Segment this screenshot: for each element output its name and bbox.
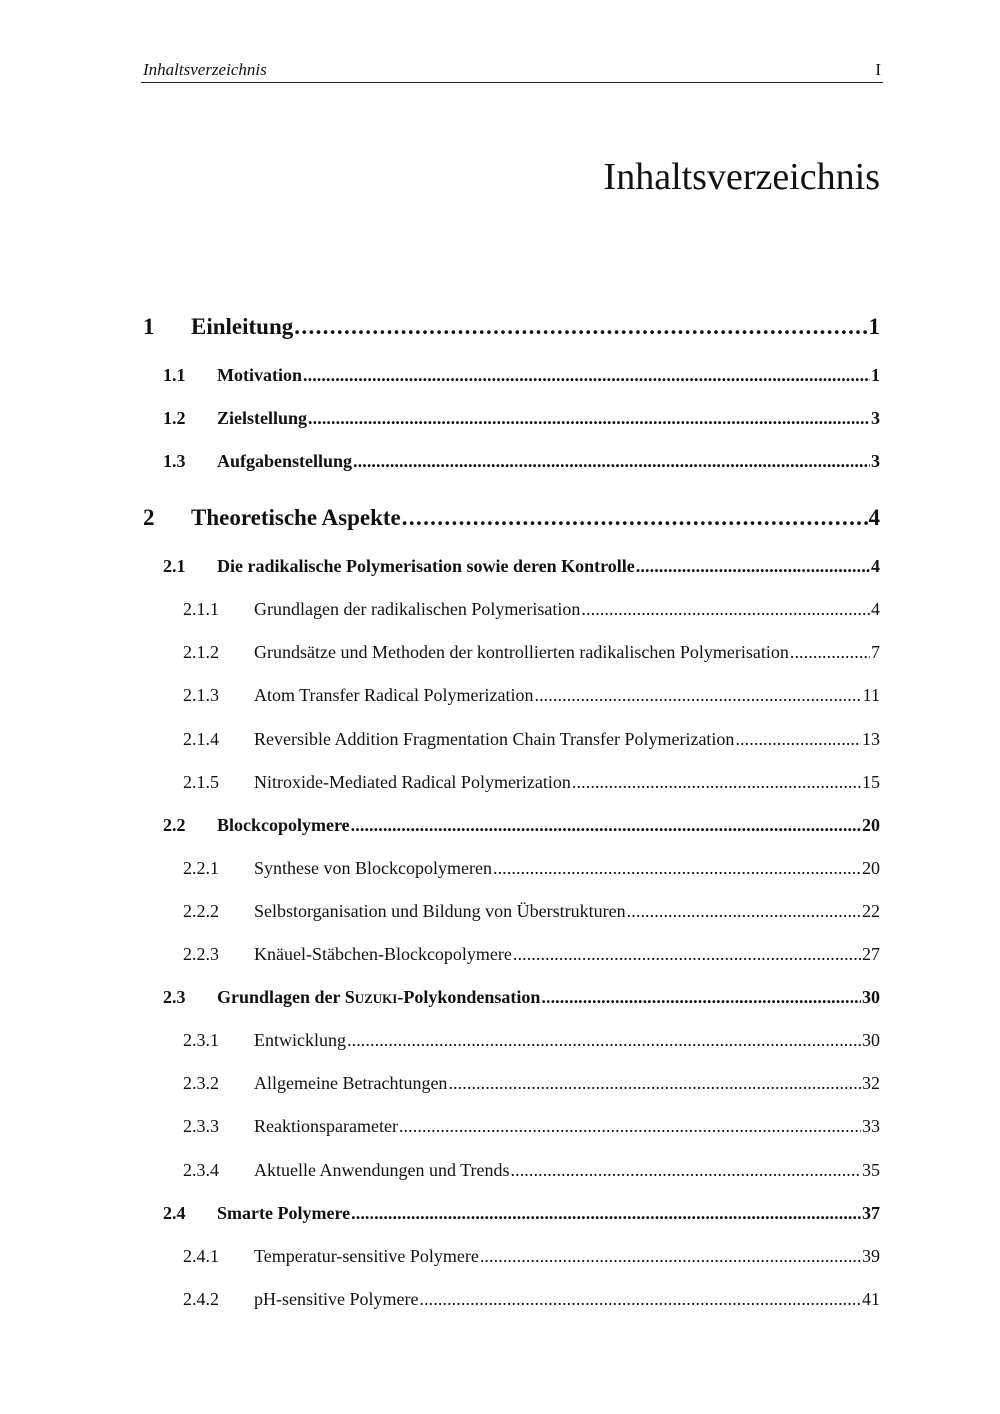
toc-title: Aufgabenstellung xyxy=(217,451,353,471)
running-header-page-number: I xyxy=(875,60,881,79)
toc-page: 1 xyxy=(871,365,880,385)
toc-number: 1.2 xyxy=(163,408,186,428)
toc-page: 41 xyxy=(862,1289,880,1309)
toc-title-suffix: -Polykondensation xyxy=(397,987,541,1007)
toc-page: 37 xyxy=(862,1203,880,1223)
toc-title: Entwicklung xyxy=(254,1030,346,1050)
toc-page: 39 xyxy=(862,1246,880,1266)
toc-leader xyxy=(402,505,868,531)
toc-number: 2.4.1 xyxy=(183,1246,219,1266)
toc-leader xyxy=(581,599,870,620)
toc-leader xyxy=(308,408,870,429)
toc-entry-2-1-3[interactable] xyxy=(183,685,880,711)
toc-entry-2-2-1[interactable] xyxy=(183,858,880,884)
toc-page: 13 xyxy=(862,729,880,749)
toc-leader xyxy=(347,1030,861,1051)
toc-number: 2.1.4 xyxy=(183,729,219,749)
toc-title: Aktuelle Anwendungen und Trends xyxy=(254,1160,510,1180)
toc-entry-2-1-1[interactable] xyxy=(183,599,880,625)
toc-entry-2-1-4[interactable] xyxy=(183,729,880,755)
toc-leader xyxy=(351,815,861,836)
toc-entry-1[interactable] xyxy=(143,314,880,346)
toc-entry-2[interactable] xyxy=(143,505,880,537)
toc-number: 2.1 xyxy=(163,556,186,576)
toc-page: 3 xyxy=(871,451,880,471)
toc-entry-2-1-2[interactable] xyxy=(183,642,880,668)
toc-leader xyxy=(513,944,861,965)
toc-number: 1 xyxy=(143,314,155,339)
toc-title: Allgemeine Betrachtungen xyxy=(254,1073,448,1093)
toc-entry-2-3-1[interactable] xyxy=(183,1030,880,1056)
toc-title: pH-sensitive Polymere xyxy=(254,1289,419,1309)
toc-title: Motivation xyxy=(217,365,302,385)
toc-page: 20 xyxy=(862,815,880,835)
toc-page: 22 xyxy=(862,901,880,921)
toc-page: 7 xyxy=(871,642,880,662)
toc-number: 2.3.3 xyxy=(183,1116,219,1136)
toc-entry-2-3-4[interactable] xyxy=(183,1160,880,1186)
toc-page: 11 xyxy=(862,685,880,705)
toc-number: 2.1.2 xyxy=(183,642,219,662)
toc-leader xyxy=(353,451,870,472)
toc-leader xyxy=(294,314,867,340)
toc-page: 20 xyxy=(862,858,880,878)
toc-leader xyxy=(790,642,870,663)
toc-leader xyxy=(534,685,861,706)
toc-number: 2.2.3 xyxy=(183,944,219,964)
toc-leader xyxy=(351,1203,861,1224)
toc-number: 2.3.2 xyxy=(183,1073,219,1093)
toc-number: 2 xyxy=(143,505,155,530)
toc-entry-2-2[interactable] xyxy=(163,815,880,841)
toc-title: Synthese von Blockcopolymeren xyxy=(254,858,492,878)
toc-leader xyxy=(636,556,870,577)
toc-leader xyxy=(627,901,861,922)
toc-number: 2.3.1 xyxy=(183,1030,219,1050)
toc-title: Theoretische Aspekte xyxy=(191,505,401,530)
toc-leader xyxy=(735,729,861,750)
toc-number: 1.1 xyxy=(163,365,186,385)
toc-page: 15 xyxy=(862,772,880,792)
toc-entry-2-2-3[interactable] xyxy=(183,944,880,970)
toc-title: Blockcopolymere xyxy=(217,815,350,835)
toc-entry-2-1-5[interactable] xyxy=(183,772,880,798)
toc-page: 4 xyxy=(871,556,880,576)
toc-leader xyxy=(419,1289,861,1310)
toc-page: 1 xyxy=(868,314,880,339)
toc-entry-2-3-3[interactable] xyxy=(183,1116,880,1142)
toc-number: 2.2.2 xyxy=(183,901,219,921)
toc-title: Die radikalische Polymerisation sowie deren Kontrolle xyxy=(217,556,635,576)
toc-leader xyxy=(303,365,870,386)
toc-title: Grundsätze und Methoden der kontrollierten radikalischen Polymerisation xyxy=(254,642,789,662)
toc-page: 30 xyxy=(862,1030,880,1050)
toc-page: 4 xyxy=(871,599,880,619)
toc-number: 2.3 xyxy=(163,987,186,1007)
toc-leader xyxy=(493,858,861,879)
toc-title: Grundlagen der radikalischen Polymerisation xyxy=(254,599,581,619)
toc-title-prefix: Grundlagen der xyxy=(217,987,345,1007)
toc-number: 2.4.2 xyxy=(183,1289,219,1309)
toc-title: Selbstorganisation und Bildung von Überstrukturen xyxy=(254,901,626,921)
toc-page: 3 xyxy=(871,408,880,428)
toc-number: 2.1.1 xyxy=(183,599,219,619)
toc-entry-1-3[interactable] xyxy=(163,451,880,477)
toc-entry-1-1[interactable] xyxy=(163,365,880,391)
toc-title: Smarte Polymere xyxy=(217,1203,351,1223)
toc-number: 2.1.3 xyxy=(183,685,219,705)
toc-entry-2-4-1[interactable] xyxy=(183,1246,880,1272)
toc-entry-2-4-2[interactable] xyxy=(183,1289,880,1315)
toc-number: 2.2.1 xyxy=(183,858,219,878)
toc-title xyxy=(217,987,540,1008)
toc-leader xyxy=(541,987,861,1008)
toc-page: 33 xyxy=(862,1116,880,1136)
toc-leader xyxy=(448,1073,861,1094)
toc-leader xyxy=(572,772,861,793)
toc-leader xyxy=(399,1116,861,1137)
toc-number: 2.3.4 xyxy=(183,1160,219,1180)
toc-title: Nitroxide-Mediated Radical Polymerization xyxy=(254,772,571,792)
toc-entry-2-2-2[interactable] xyxy=(183,901,880,927)
toc-title: Knäuel-Stäbchen-Blockcopolymere xyxy=(254,944,512,964)
toc-title: Einleitung xyxy=(191,314,294,339)
running-header-title: Inhaltsverzeichnis xyxy=(143,60,267,79)
toc-title: Atom Transfer Radical Polymerization xyxy=(254,685,534,705)
toc-title: Reversible Addition Fragmentation Chain Transfer Polymerization xyxy=(254,729,735,749)
toc-number: 2.4 xyxy=(163,1203,186,1223)
toc-entry-2-3-2[interactable] xyxy=(183,1073,880,1099)
toc-title: Temperatur-sensitive Polymere xyxy=(254,1246,479,1266)
toc-number: 1.3 xyxy=(163,451,186,471)
toc-title: Zielstellung xyxy=(217,408,308,428)
toc-page: 4 xyxy=(868,505,880,530)
toc-leader xyxy=(511,1160,862,1181)
toc-page: 27 xyxy=(862,944,880,964)
toc-leader xyxy=(480,1246,861,1267)
toc-entry-2-3[interactable] xyxy=(163,987,880,1013)
toc-page: 32 xyxy=(862,1073,880,1093)
toc-number: 2.1.5 xyxy=(183,772,219,792)
toc-title: Reaktionsparameter xyxy=(254,1116,398,1136)
toc-title-smallcaps: Suzuki xyxy=(344,987,398,1007)
toc-entry-1-2[interactable] xyxy=(163,408,880,434)
page-title: Inhaltsverzeichnis xyxy=(603,156,880,198)
toc-entry-2-1[interactable] xyxy=(163,556,880,582)
toc-entry-2-4[interactable] xyxy=(163,1203,880,1229)
toc-number: 2.2 xyxy=(163,815,186,835)
toc-page: 35 xyxy=(862,1160,880,1180)
toc-page: 30 xyxy=(862,987,880,1007)
